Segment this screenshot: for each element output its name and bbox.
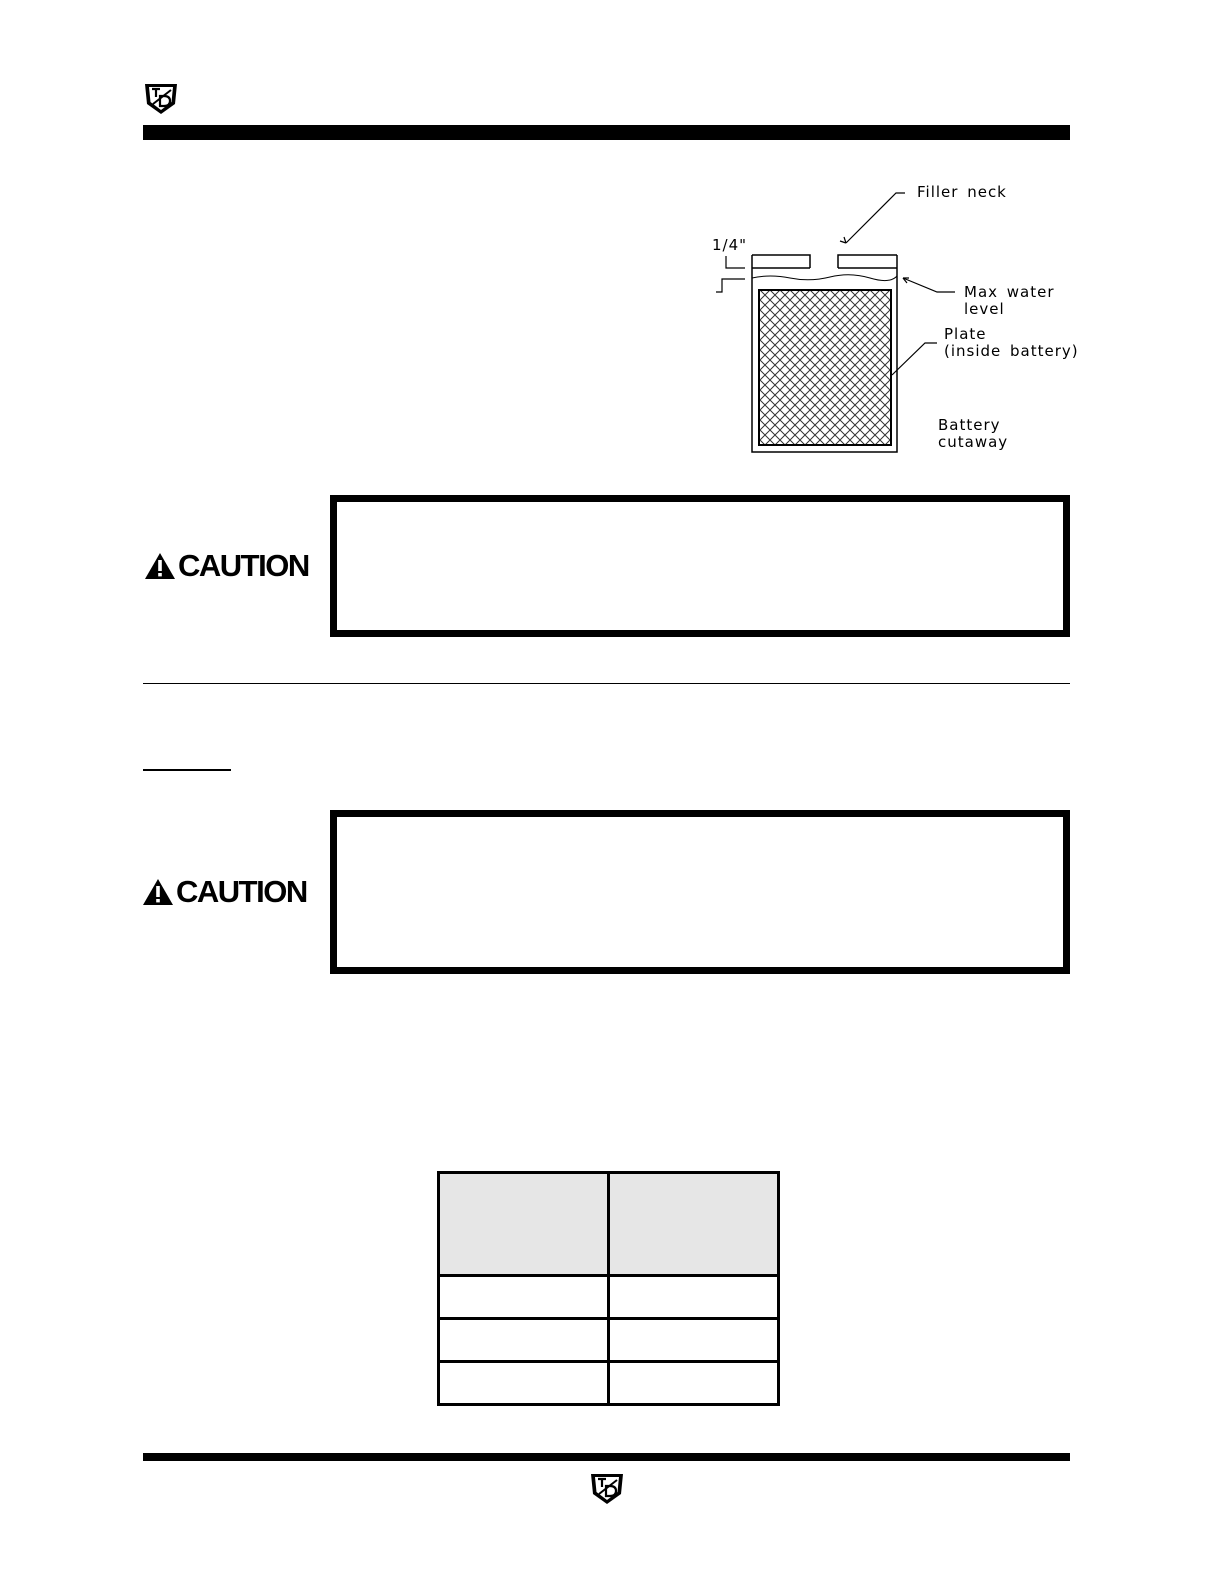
- caution-text: CAUTION: [176, 874, 307, 909]
- footer-rule: [143, 1453, 1070, 1461]
- table-cell: [439, 1276, 609, 1319]
- table-header-row: [439, 1173, 779, 1276]
- caution-label: [142, 876, 307, 907]
- dimension-label: 1/4": [712, 236, 748, 254]
- dimension-marks: [716, 256, 745, 292]
- caution-box: [330, 495, 1070, 637]
- warning-triangle-icon: [142, 878, 174, 906]
- table-row: [439, 1276, 779, 1319]
- table-row: [439, 1362, 779, 1405]
- caution-text: CAUTION: [178, 548, 309, 583]
- caution-box: [330, 810, 1070, 974]
- table-cell: [609, 1362, 779, 1405]
- section-divider: [143, 683, 1070, 684]
- footer-logo-icon: [589, 1470, 625, 1506]
- table-cell: [609, 1319, 779, 1362]
- battery-cutaway-diagram: [700, 175, 1080, 465]
- table-cell: [609, 1276, 779, 1319]
- battery-cutaway-label: Battery cutaway: [938, 416, 1009, 451]
- table-row: [439, 1319, 779, 1362]
- spec-table: [437, 1171, 780, 1406]
- battery-plate: [759, 290, 891, 445]
- water-line: [752, 275, 897, 281]
- max-water-level-label: Max water level: [964, 283, 1055, 318]
- table-header-cell: [439, 1173, 609, 1276]
- table-cell: [439, 1362, 609, 1405]
- header-logo-icon: [143, 80, 179, 116]
- table-header-cell: [609, 1173, 779, 1276]
- caution-label: [144, 550, 309, 581]
- filler-neck-label: Filler neck: [917, 183, 1007, 201]
- heading-underline: [143, 769, 231, 771]
- warning-triangle-icon: [144, 552, 176, 580]
- table-cell: [439, 1319, 609, 1362]
- plate-label: Plate (inside battery): [944, 325, 1079, 360]
- header-rule: [143, 125, 1070, 140]
